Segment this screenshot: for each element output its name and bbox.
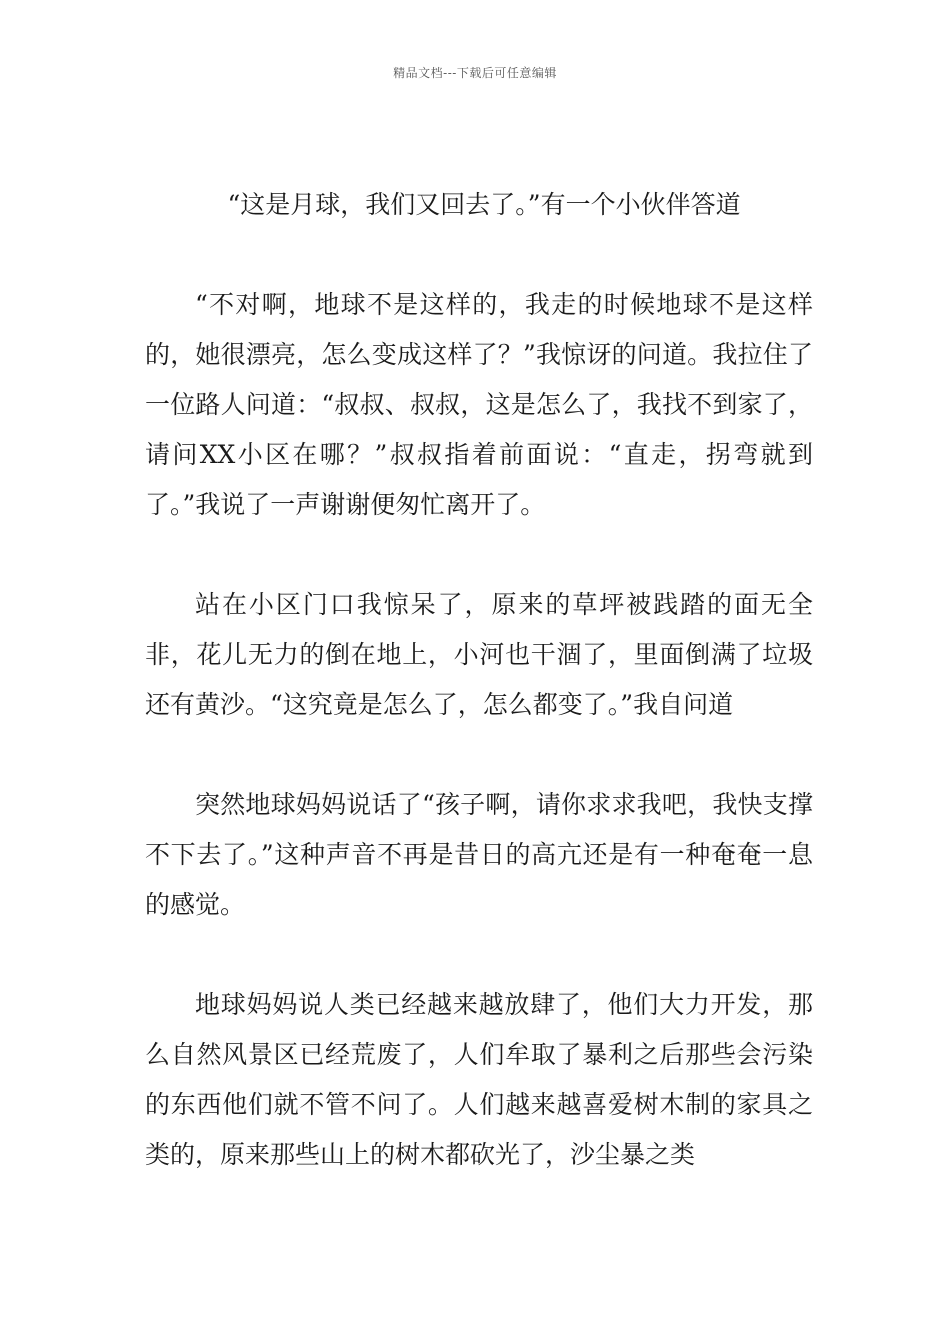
paragraph-1: “这是月球，我们又回去了。”有一个小伙伴答道: [227, 190, 741, 219]
page-header: 精品文档---下载后可任意编辑: [393, 66, 557, 80]
document-body: [145, 180, 813, 1230]
paragraph-2: “不对啊，地球不是这样的，我走的时候地球不是这样的，她很漂亮，怎么变成这样了？”我惊讶的问道。我拉住了一位路人问道：“叔叔、叔叔，这是怎么了，我找不到家了，请问XX小区在哪？”叔叔指着前面说：“直走，拐弯就到了。”我说了一声谢谢便匆忙离开了。: [145, 290, 813, 519]
paragraph-4: 突然地球妈妈说话了“孩子啊，请你求求我吧，我快支撑不下去了。”这种声音不再是昔日的高亢还是有一种奄奄一息的感觉。: [145, 790, 813, 919]
paragraph-5: 地球妈妈说人类已经越来越放肆了，他们大力开发，那么自然风景区已经荒废了，人们牟取了暴利之后那些会污染的东西他们就不管不问了。人们越来越喜爱树木制的家具之类的，原来那些山上的树木都砍光了，沙尘暴之类: [145, 990, 813, 1169]
paragraph-3: 站在小区门口我惊呆了，原来的草坪被践踏的面无全非，花儿无力的倒在地上，小河也干涸了，里面倒满了垃圾还有黄沙。“这究竟是怎么了，怎么都变了。”我自问道: [145, 590, 813, 719]
